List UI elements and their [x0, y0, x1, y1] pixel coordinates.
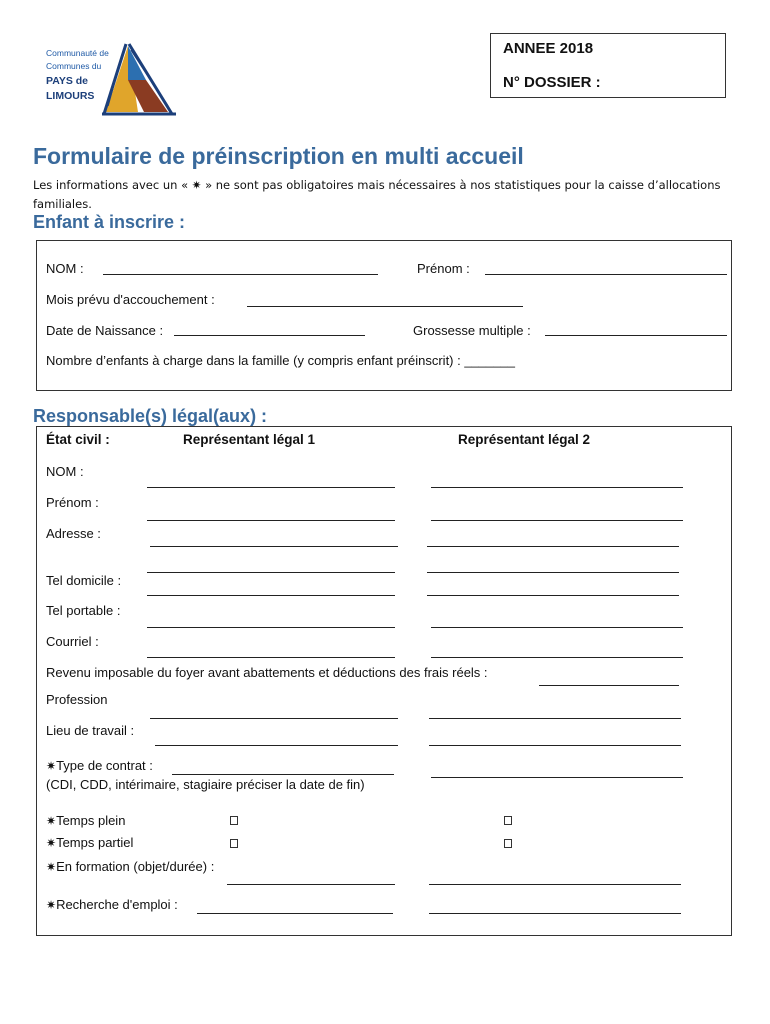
rep1-lieu-field[interactable]: [155, 745, 398, 746]
year-label: ANNEE 2018: [503, 40, 594, 57]
rep1-contrat-field[interactable]: [172, 774, 394, 775]
section-resp-title: Responsable(s) légal(aux) :: [33, 406, 268, 426]
rep2-contrat-field[interactable]: [431, 777, 683, 778]
date-label: Date de Naissance :: [46, 323, 164, 338]
rep2-courriel-field[interactable]: [431, 657, 683, 658]
logo-line-4: LIMOURS: [46, 90, 95, 102]
rep2-nom-field[interactable]: [431, 487, 683, 488]
star-icon: ✷: [46, 860, 57, 874]
adresse-label: Adresse :: [46, 526, 101, 541]
rep1-temps-partiel-checkbox[interactable]: [230, 839, 238, 848]
temps-plein-label: ✷Temps plein: [46, 813, 126, 828]
rep1-courriel-field[interactable]: [147, 657, 395, 658]
rep1-prenom-field[interactable]: [147, 520, 395, 521]
profession-label: Profession: [46, 692, 108, 707]
child-nom-label: NOM :: [46, 261, 84, 276]
rep2-temps-plein-checkbox[interactable]: [504, 816, 512, 825]
recherche-label: ✷Recherche d'emploi :: [46, 897, 178, 912]
child-box: [36, 240, 732, 391]
revenu-label: Revenu imposable du foyer avant abattements et déductions des frais réels :: [46, 665, 488, 680]
star-icon: ✷: [46, 814, 57, 828]
rep2-prenom-field[interactable]: [431, 520, 683, 521]
rep2-header: Représentant légal 2: [458, 432, 591, 447]
formation-label: ✷En formation (objet/durée) :: [46, 859, 215, 874]
resp-prenom-label: Prénom :: [46, 495, 99, 510]
type-contrat-label: ✷Type de contrat :: [46, 758, 153, 773]
rep2-formation-field[interactable]: [429, 884, 681, 885]
date-field[interactable]: [174, 335, 365, 336]
rep2-tel-portable-field[interactable]: [431, 627, 683, 628]
rep2-tel-domicile-field[interactable]: [427, 595, 679, 596]
dossier-label: N° DOSSIER :: [503, 74, 601, 91]
rep2-adresse-field-2[interactable]: [427, 572, 679, 573]
etat-civil-header: État civil :: [46, 432, 110, 447]
logo-line-2: Communes du: [46, 61, 102, 71]
page-title: Formulaire de préinscription en multi accueil: [33, 143, 524, 169]
grossesse-field[interactable]: [545, 335, 727, 336]
mois-field[interactable]: [247, 306, 523, 307]
logo-line-1: Communauté de: [46, 48, 109, 58]
dossier-box: [490, 33, 726, 98]
lieu-travail-label: Lieu de travail :: [46, 723, 135, 738]
tel-domicile-label: Tel domicile :: [46, 573, 122, 588]
rep1-tel-domicile-field[interactable]: [147, 595, 395, 596]
courriel-label: Courriel :: [46, 634, 99, 649]
rep2-profession-field[interactable]: [429, 718, 681, 719]
rep1-adresse-field-1[interactable]: [150, 546, 398, 547]
rep1-recherche-field[interactable]: [197, 913, 393, 914]
contrat-note: (CDI, CDD, intérimaire, stagiaire préciser la date de fin): [46, 777, 365, 792]
grossesse-label: Grossesse multiple :: [413, 323, 531, 338]
rep1-tel-portable-field[interactable]: [147, 627, 395, 628]
mois-label: Mois prévu d'accouchement :: [46, 292, 215, 307]
rep2-lieu-field[interactable]: [429, 745, 681, 746]
temps-partiel-label: ✷Temps partiel: [46, 835, 134, 850]
rep1-formation-field[interactable]: [227, 884, 395, 885]
revenu-field[interactable]: [539, 685, 679, 686]
section-child-title: Enfant à inscrire :: [33, 212, 186, 232]
tel-portable-label: Tel portable :: [46, 603, 121, 618]
resp-box: [36, 426, 732, 936]
star-icon: ✷: [46, 898, 57, 912]
resp-nom-label: NOM :: [46, 464, 84, 479]
intro-text: Les informations avec un « ✷ » ne sont pas obligatoires mais nécessaires à nos statistiques pour la caisse d’allocations familiales.: [33, 178, 721, 211]
logo-triangle-icon: [98, 40, 178, 120]
child-prenom-field[interactable]: [485, 274, 727, 275]
rep2-recherche-field[interactable]: [429, 913, 681, 914]
child-nom-field[interactable]: [103, 274, 378, 275]
star-icon: ✷: [46, 759, 57, 773]
rep1-nom-field[interactable]: [147, 487, 395, 488]
child-prenom-label: Prénom :: [417, 261, 470, 276]
rep1-temps-plein-checkbox[interactable]: [230, 816, 238, 825]
rep1-adresse-field-2[interactable]: [147, 572, 395, 573]
logo-line-3: PAYS de: [46, 75, 89, 87]
rep2-adresse-field-1[interactable]: [427, 546, 679, 547]
rep1-profession-field[interactable]: [150, 718, 398, 719]
rep2-temps-partiel-checkbox[interactable]: [504, 839, 512, 848]
star-icon: ✷: [46, 836, 57, 850]
nombre-enfants-label: Nombre d’enfants à charge dans la famille (y compris enfant préinscrit) : _______: [46, 353, 515, 368]
rep1-header: Représentant légal 1: [183, 432, 316, 447]
logo: [38, 40, 178, 120]
